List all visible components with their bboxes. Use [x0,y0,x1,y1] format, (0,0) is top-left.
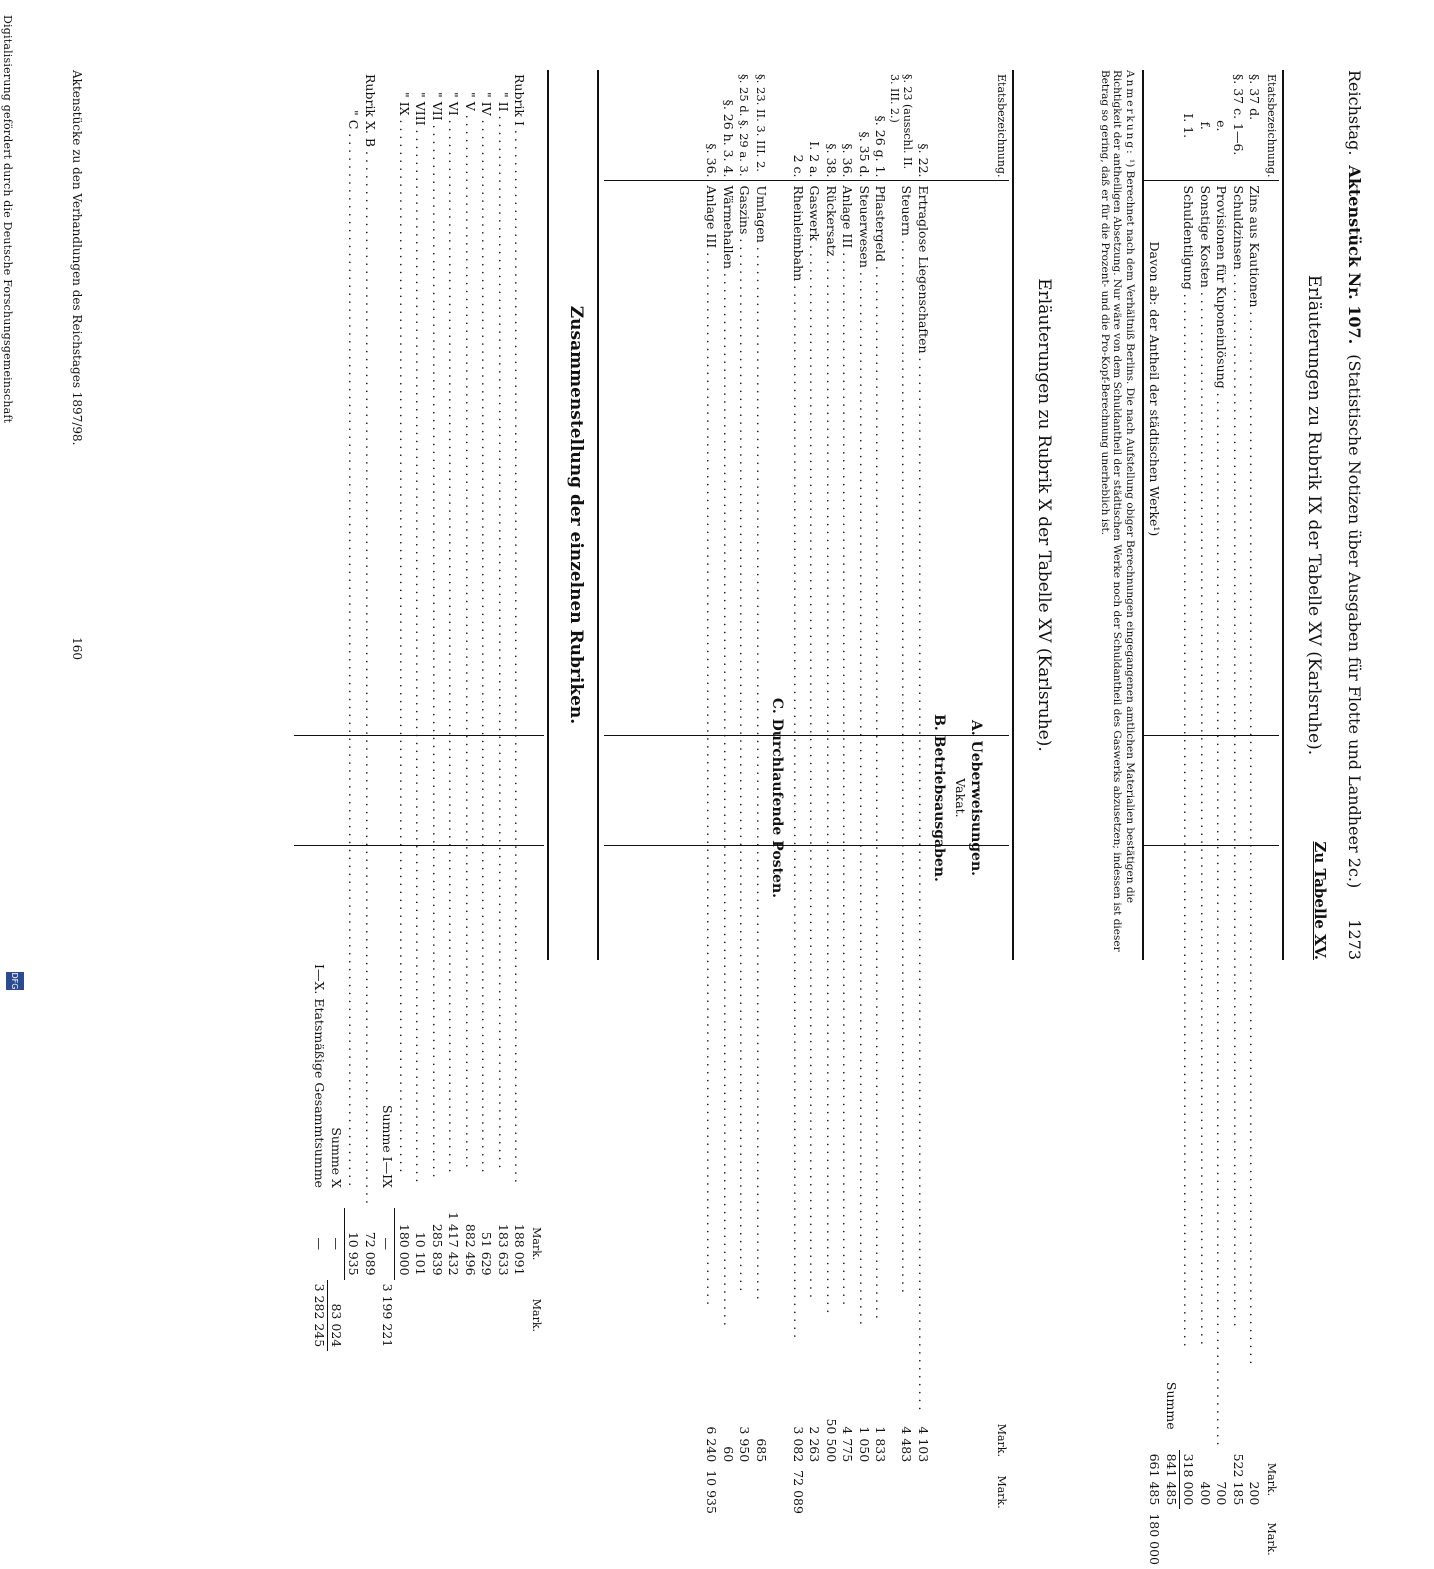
table-row: e. Provisionen für Kuponeinlösung . . . 700 [1213,70,1230,1569]
s2-col-mark2: Mark. [995,1475,1008,1509]
footer-page-number: 160 [70,637,84,660]
table-row: Rubrik X. B . . . 72 089 [362,70,379,1351]
s1-divider-2 [1144,735,1279,736]
s1-col-etat: Etatsbezeichnung. [1265,74,1278,178]
s2-c-title: C. Durchlaufende Posten. [769,697,786,899]
s3-summe1-label: Summe I—IX [380,1104,395,1188]
s1-summe-value: 841 485 [1164,1453,1179,1506]
table-row: §. 26 h. 3. 4. Wärmehallen . . . 60 [720,70,737,1518]
table-row: §. 22. Ertraglose Liegenschaften . . . 4 103 [915,70,932,1518]
section1-table [1146,70,1279,1569]
table-row: " IV . . . 51 629 [478,70,495,1351]
table-row: §. 37 d. Zins aus Kautionen . . . 200 [1246,70,1263,1569]
s1-divider-1 [1144,180,1279,181]
s2-col-mark1: Mark. [995,1423,1008,1457]
section2-table [703,70,1009,1518]
s1-davon-value: 661 485 [1147,1453,1163,1506]
footer-text: Aktenstücke zu den Verhandlungen des Reichstages 1897/98. [70,70,84,446]
s3-summex-label: Summe X [329,1127,345,1188]
table-row: §. 36. Anlage III . . . 6 240 10 935 [703,70,720,1518]
section2-title: Erläuterungen zu Rubrik X der Tabelle XV (Karlsruhe). [1034,278,1054,752]
table-row: §. 23 (ausschl. II. 3. III. 2.) Steuern . . . 4 483 [889,70,915,1518]
s3-col-mark1: Mark. [530,1227,543,1261]
section3-title: Zusammenstellung der einzelnen Rubriken. [566,305,586,725]
section3-table [311,70,545,1351]
table-row: §. 38. Rückersatz . . . 50 500 [823,70,840,1518]
table-row: Summe I—IX — 3 199 221 [378,70,395,1351]
table-row: " VII . . . 285 839 [429,70,446,1351]
s1-summe-label: Summe [1164,1381,1180,1430]
table-row: §. 26 g. 1. Pflastergeld . . . 1 833 [872,70,889,1518]
header-aktenstueck: Aktenstück Nr. 107. [1345,165,1364,345]
table-row: " C . . . 10 935 [345,70,362,1351]
s2-divider-1 [604,180,1009,181]
table-row: Summe X — 83 024 [328,70,345,1351]
table-row: §. 37 c. 1—6. Schuldzinsen . . . 522 185 [1230,70,1247,1569]
table-row: §. 25 d. §. 29 a. 3. Gaszins . . . 3 950 [736,70,753,1518]
s1-col-mark2: Mark. [1265,1522,1278,1556]
s1-davon-label: Davon ab: der Antheil der städtischen Werke¹) [1147,241,1163,537]
section2-top-rule [1012,70,1014,960]
table-row: §. 23. II. 3. III. 2. Umlagen . . . 685 [753,70,770,1518]
table-row: §. 35 d. Steuerwesen . . . 1 050 [856,70,873,1518]
s2-col-etat: Etatsbezeichnung. [995,74,1008,178]
tabelle-reference: Zu Tabelle XV. [1311,841,1329,960]
section3-top-rule [547,70,549,960]
table-row: " VIII . . . 10 101 [412,70,429,1351]
section1-title: Erläuterungen zu Rubrik IX der Tabelle XV (Karlsruhe). [1304,274,1324,756]
header-reichstag: Reichstag. [1345,70,1364,156]
section1-note: Anmerkung: ¹) Berechnet nach dem Verhältniß Berlins. Die nach Aufstellung obiger Berechnungen eingegangenen amtlichen Materialien bestätigen die Richtigkeit der antheiligen Absetzung. Nur wäre von dem Schuldantheil der städtischen Werke noch der Schuldantheil des Gaswerks abzusetzen; indessen ist dieser Betrag so gering, daß er für die Prozent- und die Pro-Kopf-Berechnung unerheblich ist. [1099,70,1136,952]
table-row: I. 1. Schuldentilgung . . . 318 000 [1180,70,1197,1569]
header-title: (Statistische Notizen über Ausgaben für Flotte und Landheer 2c.) [1345,354,1364,889]
table-row: " VI . . . 1 417 432 [445,70,462,1351]
table-row: I. 2 a. Gaswerk . . . 2 263 [806,70,823,1518]
dfg-logo-icon: DFG [6,972,24,990]
table-row: " V . . . 882 496 [462,70,479,1351]
s2-a-title: A. Ueberweisungen. [968,719,985,877]
s1-result-value: 180 000 [1147,1513,1163,1566]
s1-divider-3 [1144,845,1279,846]
s3-divider-1 [294,735,544,736]
table-row: 2 c. Rheinleimbahn . . . 3 082 72 089 [790,70,807,1518]
page-header [1334,70,1364,960]
header-page-number: 1273 [1345,919,1364,960]
table-row: §. 36. Anlage III . . . 4 775 [839,70,856,1518]
table-row: " IX . . . 180 000 [395,70,412,1351]
table-row: I—X. Etatsmäßige Gesammtsumme — 3 282 245 [311,70,328,1351]
table-row: " II . . . 183 633 [495,70,512,1351]
s2-divider-3 [604,845,1009,846]
s3-divider-2 [294,845,544,846]
s1-col-mark1: Mark. [1265,1462,1278,1497]
section1-bottom-rule [1142,70,1144,960]
s3-total-label: I—X. Etatsmäßige Gesammtsumme [312,964,328,1188]
s2-divider-2 [604,735,1009,736]
table-row [1146,70,1163,1569]
table-row: Rubrik I . . . 188 091 [511,70,528,1351]
s2-b-title: B. Betriebsausgaben. [931,714,948,882]
dfg-note: Digitalisierung gefördert durch die Deutsche Forschungsgemeinschaft [1,15,14,424]
table-row: f. Sonstige Kosten . . . 400 [1197,70,1214,1569]
s3-col-mark2: Mark. [530,1298,543,1333]
table-row [1163,70,1180,1569]
section1-top-rule [1282,70,1284,960]
s2-a-sub: Vakat. [953,778,968,818]
section2-bottom-rule [597,70,599,960]
